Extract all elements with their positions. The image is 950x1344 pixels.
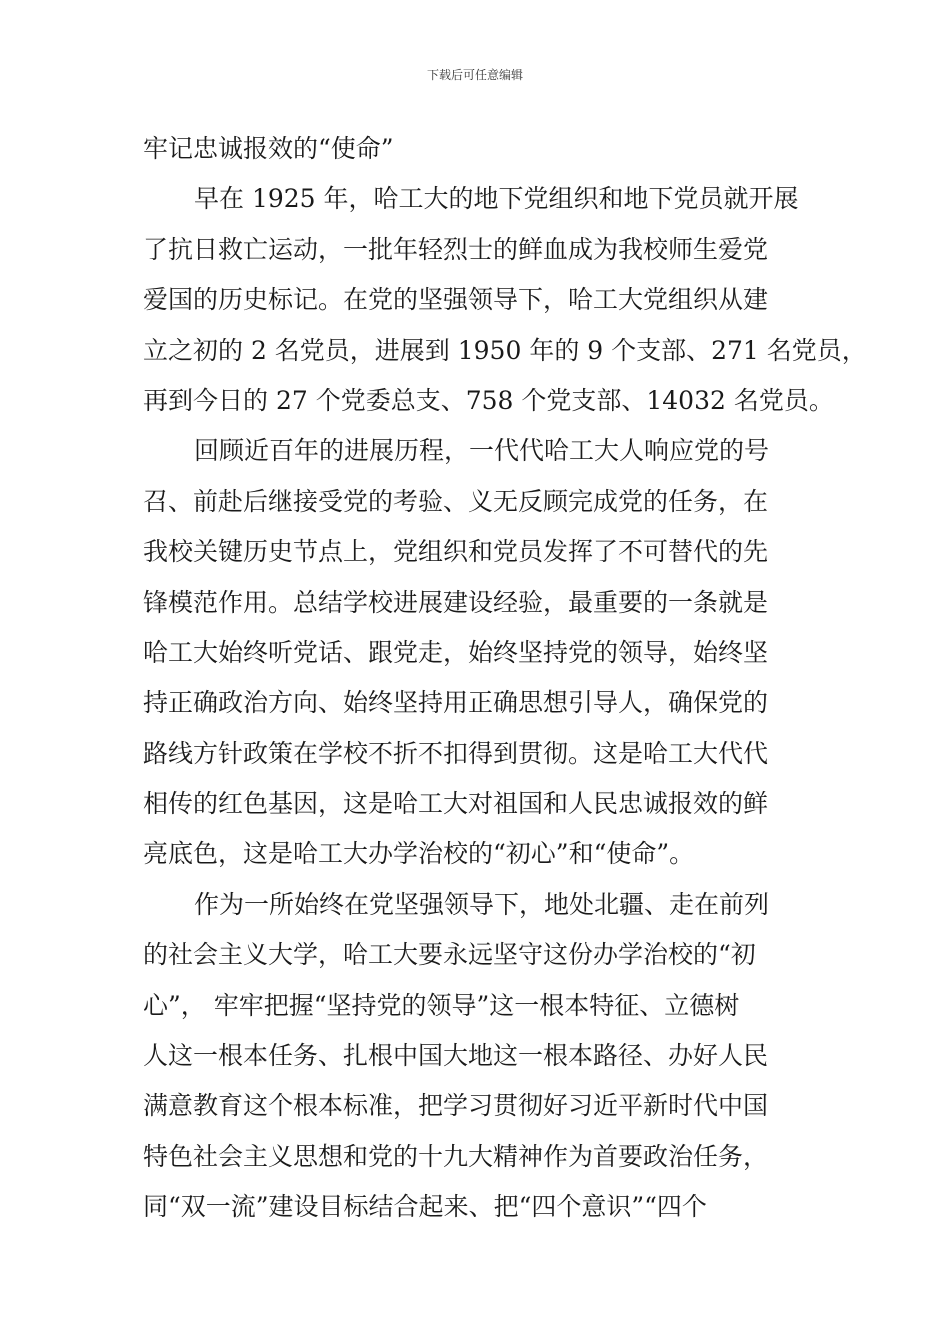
paragraph-line: 锋模范作用。总结学校进展建设经验，最重要的一条就是 xyxy=(143,587,769,617)
paragraph-line: 爱国的历史标记。在党的坚强领导下，哈工大党组织从建 xyxy=(143,285,769,315)
section-heading: 牢记忠诚报效的“使命” xyxy=(143,134,394,163)
paragraph-line: 哈工大始终听党话、跟党走，始终坚持党的领导，始终坚 xyxy=(143,637,769,667)
paragraph-line: 满意教育这个根本标准，把学习贯彻好习近平新时代中国 xyxy=(143,1091,769,1121)
paragraph-line: 我校关键历史节点上，党组织和党员发挥了不可替代的先 xyxy=(143,537,769,567)
paragraph-line: 了抗日救亡运动，一批年轻烈士的鲜血成为我校师生爱党 xyxy=(143,234,769,264)
paragraph-line: 立之初的 2 名党员，进展到 1950 年的 9 个支部、271 名党员， xyxy=(143,335,867,365)
paragraph-line: 持正确政治方向、始终坚持用正确思想引导人，确保党的 xyxy=(143,688,769,718)
paragraph-line: 同“双一流”建设目标结合起来、把“四个意识”“四个 xyxy=(143,1192,707,1222)
paragraph-line: 作为一所始终在党坚强领导下，地处北疆、走在前列 xyxy=(194,889,770,919)
paragraph-line: 人这一根本任务、扎根中国大地这一根本路径、办好人民 xyxy=(143,1041,769,1071)
paragraph-line: 召、前赴后继接受党的考验、义无反顾完成党的任务，在 xyxy=(143,486,769,516)
paragraph-line: 相传的红色基因，这是哈工大对祖国和人民忠诚报效的鲜 xyxy=(143,789,769,819)
paragraph-line: 回顾近百年的进展历程，一代代哈工大人响应党的号 xyxy=(194,436,770,466)
paragraph-line: 的社会主义大学，哈工大要永远坚守这份办学治校的“初 xyxy=(143,940,756,970)
document-body xyxy=(143,124,867,1233)
paragraph-line: 特色社会主义思想和党的十九大精神作为首要政治任务， xyxy=(143,1141,769,1171)
paragraph-line: 早在 1925 年，哈工大的地下党组织和地下党员就开展 xyxy=(194,184,799,214)
paragraph-line: 心”， 牢牢把握“坚持党的领导”这一根本特征、立德树 xyxy=(143,990,740,1020)
paragraph-line: 路线方针政策在学校不折不扣得到贯彻。这是哈工大代代 xyxy=(143,738,769,768)
page-header: 下载后可任意编辑 xyxy=(426,68,523,82)
paragraph-line: 再到今日的 27 个党委总支、758 个党支部、14032 名党员。 xyxy=(143,385,834,415)
paragraph-line: 亮底色，这是哈工大办学治校的“初心”和“使命”。 xyxy=(143,839,695,869)
